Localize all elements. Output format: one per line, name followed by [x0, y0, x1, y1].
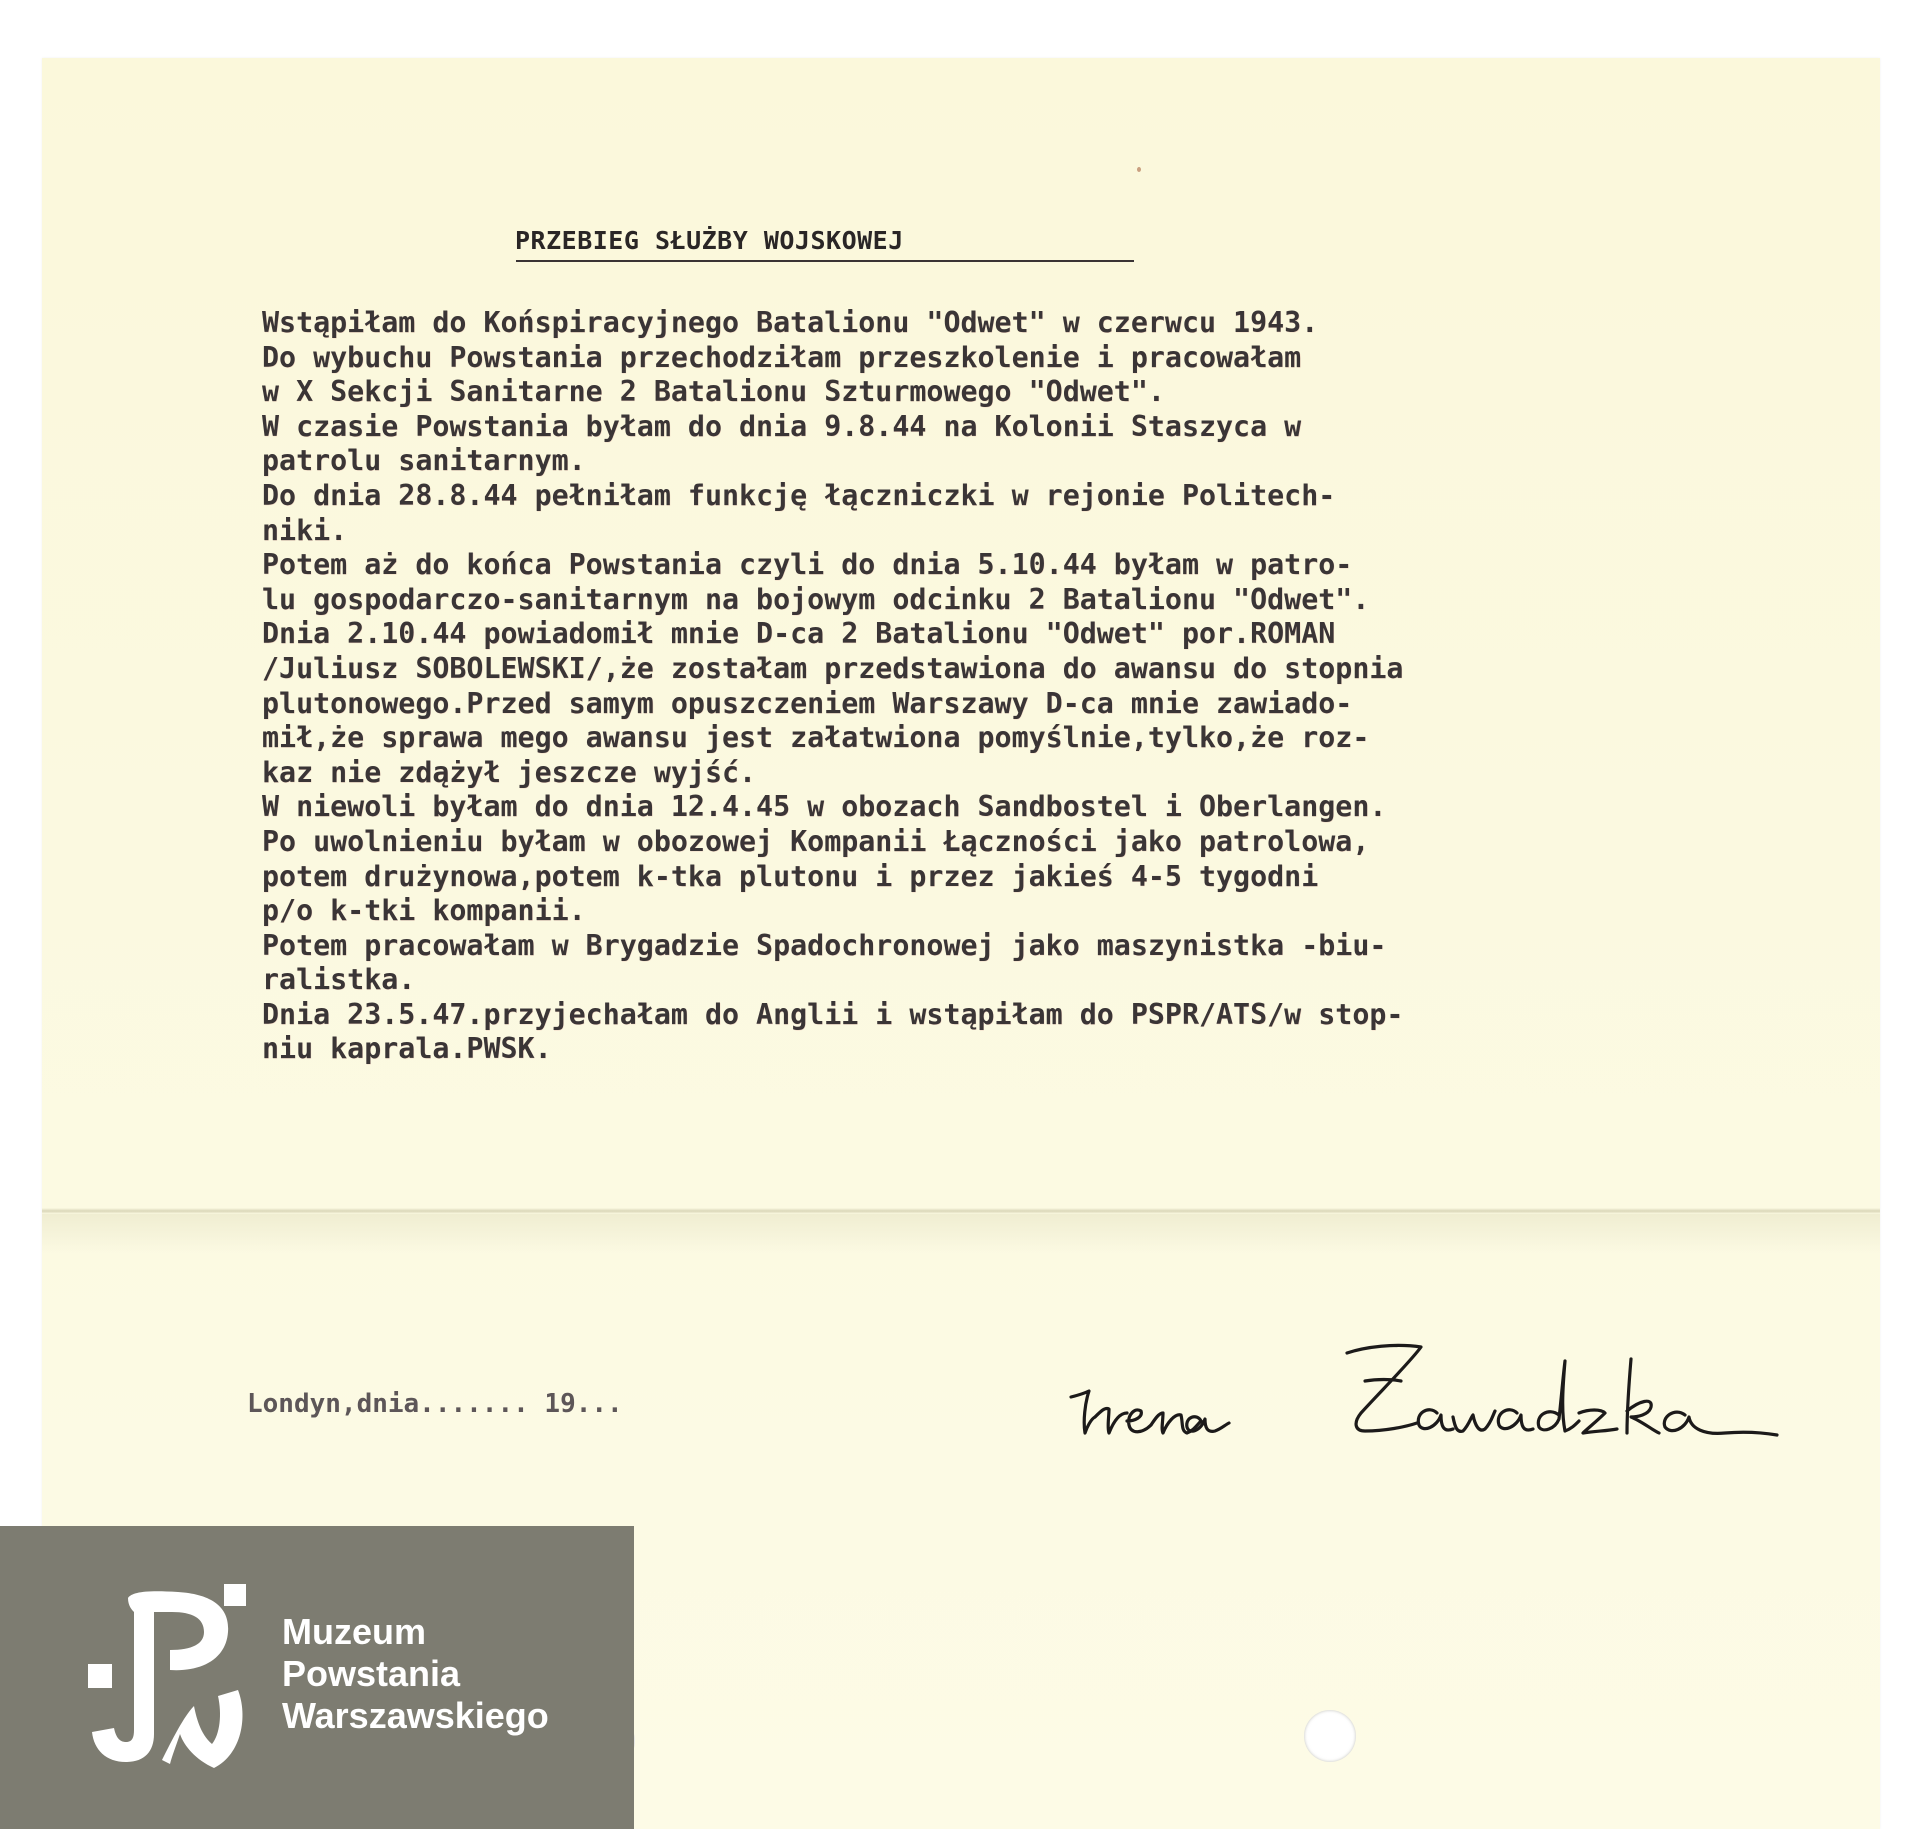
body-line: plutonowego.Przed samym opuszczeniem Warszawy D-ca mnie zawiado-	[262, 686, 1353, 720]
body-line: /Juliusz SOBOLEWSKI/,że zostałam przedstawiona do awansu do stopnia	[262, 651, 1404, 685]
museum-name-line2: Powstania	[282, 1653, 461, 1694]
museum-name	[282, 1611, 549, 1737]
body-line: patrolu sanitarnym.	[262, 444, 586, 478]
body-line: Dnia 2.10.44 powiadomił mnie D-ca 2 Batalionu "Odwet" por.ROMAN	[262, 617, 1336, 651]
body-line: niu kaprala.PWSK.	[262, 1032, 552, 1066]
body-line: kaz nie zdążył jeszcze wyjść.	[262, 755, 757, 789]
museum-name-line1: Muzeum	[282, 1611, 426, 1652]
museum-logo-panel	[0, 1526, 634, 1829]
body-line: Dnia 23.5.47.przyjechałam do Anglii i wstąpiłam do PSPR/ATS/w stop-	[262, 997, 1404, 1031]
paper-speck	[1137, 167, 1141, 172]
body-line: Wstąpiłam do Końspiracyjnego Batalionu "Odwet" w czerwcu 1943.	[262, 306, 1319, 339]
punch-hole-right	[1304, 1710, 1356, 1762]
body-line: p/o k-tki kompanii.	[262, 894, 586, 928]
body-line: ralistka.	[262, 963, 416, 997]
fold-shadow	[42, 1214, 1880, 1254]
body-line: Potem pracowałam w Brygadzie Spadochronowej jako maszynistka -biu-	[262, 928, 1387, 962]
document-title: PRZEBIEG SŁUŻBY WOJSKOWEJ	[515, 226, 904, 255]
body-line: W czasie Powstania byłam do dnia 9.8.44 na Kolonii Staszyca w	[262, 409, 1302, 443]
body-line: W niewoli byłam do dnia 12.4.45 w obozach Sandbostel i Oberlangen.	[262, 790, 1387, 824]
document-body	[262, 306, 1802, 1067]
body-line: w X Sekcji Sanitarne 2 Batalionu Szturmowego "Odwet".	[262, 375, 1165, 409]
handwritten-signature	[1065, 1335, 1785, 1455]
body-line: Po uwolnieniu byłam w obozowej Kompanii Łączności jako patrolowa,	[262, 824, 1370, 858]
body-line: mił,że sprawa mego awansu jest załatwiona pomyślnie,tylko,że roz-	[262, 721, 1370, 755]
body-line: Do dnia 28.8.44 pełniłam funkcję łączniczki w rejonie Politech-	[262, 478, 1336, 512]
body-line: Do wybuchu Powstania przechodziłam przeszkolenie i pracowałam	[262, 340, 1302, 374]
place-date-line: Londyn,dnia....... 19...	[247, 1389, 623, 1419]
museum-name-line3: Warszawskiego	[282, 1695, 549, 1736]
body-line: Potem aż do końca Powstania czyli do dnia 5.10.44 byłam w patro-	[262, 548, 1353, 582]
title-underline	[516, 260, 1134, 262]
body-line: potem drużynowa,potem k-tka plutonu i przez jakieś 4-5 tygodni	[262, 859, 1319, 893]
body-line: lu gospodarczo-sanitarnym na bojowym odcinku 2 Batalionu "Odwet".	[262, 582, 1370, 616]
body-line: niki.	[262, 513, 348, 547]
kotwica-logo-icon	[88, 1584, 258, 1774]
